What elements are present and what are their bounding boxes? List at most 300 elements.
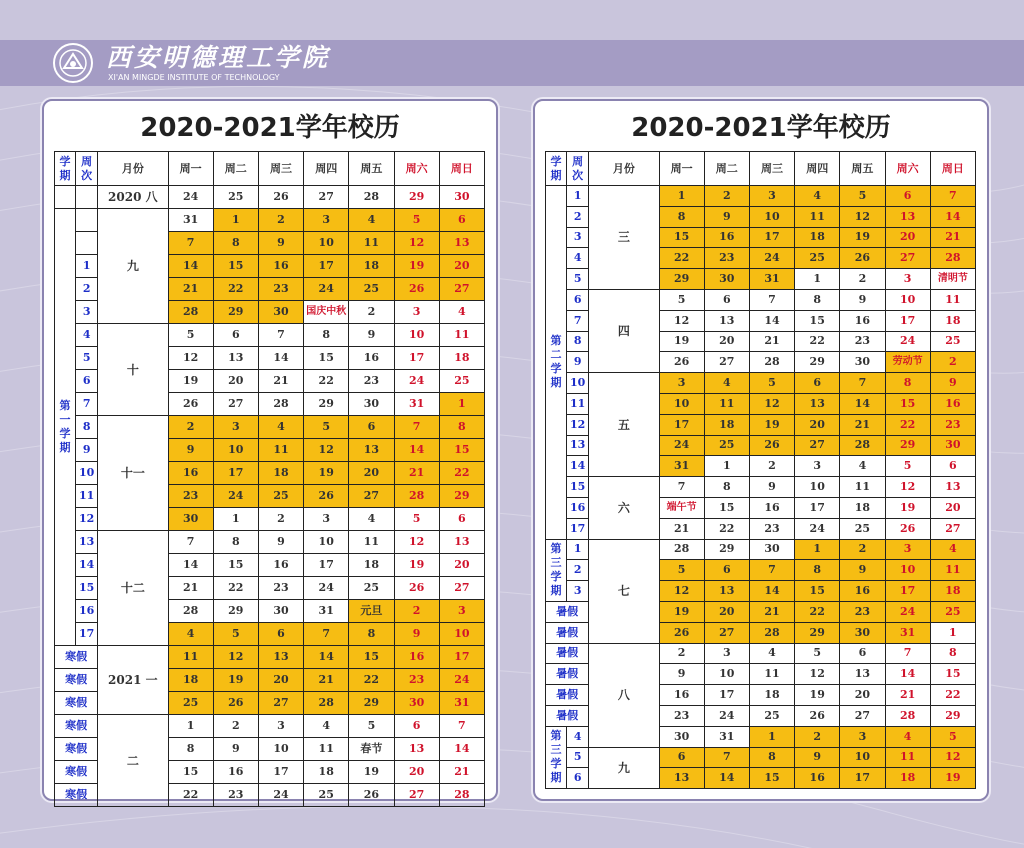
semester-label bbox=[546, 726, 567, 788]
day-cell: 25 bbox=[439, 370, 484, 393]
day-cell: 6 bbox=[704, 560, 749, 581]
day-cell: 17 bbox=[885, 310, 930, 331]
day-cell: 15 bbox=[213, 255, 258, 278]
day-cell: 5 bbox=[394, 209, 439, 232]
day-cell: 23 bbox=[840, 331, 885, 352]
day-cell: 11 bbox=[840, 477, 885, 498]
day-cell: 27 bbox=[704, 352, 749, 373]
day-cell: 6 bbox=[659, 747, 704, 768]
day-cell: 30 bbox=[704, 269, 749, 290]
day-cell: 21 bbox=[749, 601, 794, 622]
day-cell: 26 bbox=[659, 622, 704, 643]
day-cell: 27 bbox=[349, 485, 394, 508]
day-cell: 15 bbox=[304, 347, 349, 370]
day-cell: 10 bbox=[885, 560, 930, 581]
day-cell: 18 bbox=[304, 761, 349, 784]
week-number: 寒假 bbox=[55, 646, 98, 669]
week-number: 寒假 bbox=[55, 669, 98, 692]
day-cell: 10 bbox=[304, 232, 349, 255]
day-cell: 22 bbox=[795, 601, 840, 622]
day-cell: 11 bbox=[749, 664, 794, 685]
day-cell: 10 bbox=[258, 738, 303, 761]
day-cell: 20 bbox=[349, 462, 394, 485]
calendar-card-right bbox=[533, 99, 989, 801]
day-cell: 4 bbox=[349, 209, 394, 232]
day-cell: 28 bbox=[930, 248, 975, 269]
day-cell: 28 bbox=[749, 622, 794, 643]
day-cell: 15 bbox=[349, 646, 394, 669]
day-cell: 9 bbox=[840, 560, 885, 581]
day-cell: 8 bbox=[659, 206, 704, 227]
day-cell: 20 bbox=[439, 554, 484, 577]
day-cell: 30 bbox=[749, 539, 794, 560]
day-cell: 16 bbox=[394, 646, 439, 669]
semester-header bbox=[546, 152, 567, 186]
semester-label-text: 第三学期 bbox=[550, 542, 562, 598]
day-cell: 7 bbox=[168, 232, 213, 255]
week-number: 8 bbox=[76, 416, 98, 439]
semester-cell-empty bbox=[55, 186, 76, 209]
day-cell: 4 bbox=[885, 726, 930, 747]
day-cell: 4 bbox=[439, 301, 484, 324]
week-header-label: 周次 bbox=[572, 154, 584, 182]
day-cell: 17 bbox=[659, 414, 704, 435]
week-number: 2 bbox=[76, 278, 98, 301]
day-cell: 15 bbox=[704, 497, 749, 518]
day-cell: 28 bbox=[258, 393, 303, 416]
day-cell: 14 bbox=[749, 581, 794, 602]
day-cell: 21 bbox=[168, 577, 213, 600]
week-number: 4 bbox=[567, 726, 589, 747]
day-cell: 16 bbox=[349, 347, 394, 370]
week-number: 12 bbox=[76, 508, 98, 531]
day-cell: 20 bbox=[930, 497, 975, 518]
day-cell: 10 bbox=[749, 206, 794, 227]
month-label: 九 bbox=[98, 209, 168, 324]
calendar-row bbox=[546, 186, 976, 207]
day-cell: 17 bbox=[795, 497, 840, 518]
semester-label bbox=[546, 539, 567, 601]
day-cell: 9 bbox=[930, 373, 975, 394]
day-cell: 23 bbox=[704, 248, 749, 269]
week-number: 16 bbox=[76, 600, 98, 623]
day-cell: 26 bbox=[304, 485, 349, 508]
day-cell: 26 bbox=[168, 393, 213, 416]
day-cell: 2 bbox=[258, 209, 303, 232]
week-number: 5 bbox=[567, 747, 589, 768]
day-cell: 5 bbox=[840, 186, 885, 207]
day-cell: 29 bbox=[885, 435, 930, 456]
day-cell: 7 bbox=[749, 560, 794, 581]
day-cell: 4 bbox=[840, 456, 885, 477]
day-cell: 24 bbox=[795, 518, 840, 539]
day-cell: 9 bbox=[258, 232, 303, 255]
weekday-header: 周六 bbox=[394, 152, 439, 186]
day-cell: 31 bbox=[394, 393, 439, 416]
day-cell: 31 bbox=[168, 209, 213, 232]
day-cell: 清明节 bbox=[930, 269, 975, 290]
day-cell: 12 bbox=[394, 232, 439, 255]
day-cell: 11 bbox=[885, 747, 930, 768]
day-cell: 26 bbox=[795, 705, 840, 726]
day-cell: 18 bbox=[930, 581, 975, 602]
day-cell: 8 bbox=[795, 289, 840, 310]
calendar-row bbox=[546, 477, 976, 498]
day-cell: 19 bbox=[168, 370, 213, 393]
day-cell: 31 bbox=[885, 622, 930, 643]
day-cell: 26 bbox=[885, 518, 930, 539]
day-cell: 16 bbox=[258, 554, 303, 577]
day-cell: 21 bbox=[749, 331, 794, 352]
day-cell: 20 bbox=[704, 331, 749, 352]
day-cell: 23 bbox=[213, 784, 258, 807]
week-number: 暑假 bbox=[546, 622, 589, 643]
day-cell: 23 bbox=[258, 577, 303, 600]
day-cell: 10 bbox=[304, 531, 349, 554]
day-cell: 25 bbox=[304, 784, 349, 807]
day-cell: 5 bbox=[213, 623, 258, 646]
day-cell: 11 bbox=[795, 206, 840, 227]
week-number: 暑假 bbox=[546, 601, 589, 622]
day-cell: 25 bbox=[840, 518, 885, 539]
day-cell: 29 bbox=[795, 622, 840, 643]
day-cell: 26 bbox=[349, 784, 394, 807]
day-cell: 29 bbox=[304, 393, 349, 416]
day-cell: 18 bbox=[439, 347, 484, 370]
weekday-header: 周四 bbox=[795, 152, 840, 186]
day-cell: 1 bbox=[795, 539, 840, 560]
day-cell: 1 bbox=[213, 508, 258, 531]
weekday-header: 周六 bbox=[885, 152, 930, 186]
day-cell: 28 bbox=[168, 600, 213, 623]
day-cell: 30 bbox=[659, 726, 704, 747]
calendar-row bbox=[55, 646, 485, 669]
calendar-row bbox=[55, 531, 485, 554]
day-cell: 15 bbox=[168, 761, 213, 784]
day-cell: 14 bbox=[885, 664, 930, 685]
day-cell: 29 bbox=[930, 705, 975, 726]
week-number: 12 bbox=[567, 414, 589, 435]
week-number: 9 bbox=[567, 352, 589, 373]
day-cell: 25 bbox=[349, 577, 394, 600]
calendar-title: 2020-2021学年校历 bbox=[140, 113, 400, 143]
calendar-title: 2020-2021学年校历 bbox=[631, 113, 891, 143]
day-cell: 11 bbox=[930, 289, 975, 310]
day-cell: 18 bbox=[795, 227, 840, 248]
week-number: 7 bbox=[567, 310, 589, 331]
day-cell: 5 bbox=[930, 726, 975, 747]
day-cell: 6 bbox=[349, 416, 394, 439]
day-cell: 8 bbox=[795, 560, 840, 581]
day-cell: 9 bbox=[840, 289, 885, 310]
day-cell: 13 bbox=[840, 664, 885, 685]
day-cell: 17 bbox=[749, 227, 794, 248]
day-cell: 20 bbox=[840, 685, 885, 706]
day-cell: 8 bbox=[349, 623, 394, 646]
calendar-table-left bbox=[54, 151, 485, 807]
day-cell: 14 bbox=[704, 768, 749, 789]
week-number: 1 bbox=[567, 186, 589, 207]
day-cell: 19 bbox=[394, 554, 439, 577]
day-cell: 10 bbox=[659, 393, 704, 414]
school-logo-icon bbox=[52, 42, 94, 84]
week-number: 3 bbox=[567, 581, 589, 602]
school-name-english: XI'AN MINGDE INSTITUTE OF TECHNOLOGY bbox=[108, 73, 280, 82]
day-cell: 13 bbox=[394, 738, 439, 761]
day-cell: 17 bbox=[258, 761, 303, 784]
week-number: 9 bbox=[76, 439, 98, 462]
day-cell: 21 bbox=[258, 370, 303, 393]
day-cell: 30 bbox=[394, 692, 439, 715]
calendar-row bbox=[55, 324, 485, 347]
day-cell: 10 bbox=[840, 747, 885, 768]
day-cell: 10 bbox=[795, 477, 840, 498]
day-cell: 25 bbox=[930, 331, 975, 352]
week-number: 11 bbox=[567, 393, 589, 414]
day-cell: 4 bbox=[258, 416, 303, 439]
day-cell: 28 bbox=[885, 705, 930, 726]
day-cell: 27 bbox=[704, 622, 749, 643]
day-cell: 30 bbox=[840, 352, 885, 373]
day-cell: 10 bbox=[885, 289, 930, 310]
day-cell: 15 bbox=[930, 664, 975, 685]
day-cell: 11 bbox=[704, 393, 749, 414]
day-cell: 19 bbox=[885, 497, 930, 518]
calendar-row bbox=[55, 416, 485, 439]
semester-label-text: 第一学期 bbox=[59, 399, 71, 454]
day-cell: 28 bbox=[349, 186, 394, 209]
day-cell: 18 bbox=[749, 685, 794, 706]
semester-header-label: 学期 bbox=[550, 154, 562, 182]
week-number: 11 bbox=[76, 485, 98, 508]
day-cell: 3 bbox=[885, 539, 930, 560]
day-cell: 20 bbox=[258, 669, 303, 692]
day-cell: 9 bbox=[349, 324, 394, 347]
week-number: 2 bbox=[567, 560, 589, 581]
day-cell: 13 bbox=[258, 646, 303, 669]
month-label: 五 bbox=[589, 373, 659, 477]
day-cell: 5 bbox=[885, 456, 930, 477]
day-cell: 14 bbox=[258, 347, 303, 370]
day-cell: 18 bbox=[840, 497, 885, 518]
week-number bbox=[76, 232, 98, 255]
day-cell: 22 bbox=[213, 278, 258, 301]
day-cell: 17 bbox=[885, 581, 930, 602]
day-cell: 13 bbox=[439, 232, 484, 255]
day-cell: 16 bbox=[795, 768, 840, 789]
day-cell: 28 bbox=[749, 352, 794, 373]
day-cell: 24 bbox=[749, 248, 794, 269]
day-cell: 5 bbox=[659, 560, 704, 581]
month-label: 六 bbox=[589, 477, 659, 539]
day-cell: 20 bbox=[394, 761, 439, 784]
week-number: 6 bbox=[567, 289, 589, 310]
day-cell: 19 bbox=[659, 331, 704, 352]
day-cell: 19 bbox=[659, 601, 704, 622]
day-cell: 29 bbox=[795, 352, 840, 373]
day-cell: 3 bbox=[704, 643, 749, 664]
day-cell: 13 bbox=[704, 310, 749, 331]
day-cell: 27 bbox=[304, 186, 349, 209]
day-cell: 22 bbox=[349, 669, 394, 692]
weekday-header: 周四 bbox=[304, 152, 349, 186]
day-cell: 26 bbox=[840, 248, 885, 269]
day-cell: 28 bbox=[394, 485, 439, 508]
day-cell: 26 bbox=[394, 278, 439, 301]
day-cell: 3 bbox=[304, 508, 349, 531]
day-cell: 3 bbox=[394, 301, 439, 324]
day-cell: 16 bbox=[659, 685, 704, 706]
day-cell: 27 bbox=[439, 278, 484, 301]
day-cell: 7 bbox=[258, 324, 303, 347]
day-cell: 3 bbox=[304, 209, 349, 232]
day-cell: 9 bbox=[168, 439, 213, 462]
day-cell: 28 bbox=[659, 539, 704, 560]
weekday-header: 周二 bbox=[213, 152, 258, 186]
day-cell: 27 bbox=[795, 435, 840, 456]
day-cell: 14 bbox=[304, 646, 349, 669]
day-cell: 11 bbox=[304, 738, 349, 761]
day-cell: 国庆中秋 bbox=[304, 301, 349, 324]
day-cell: 16 bbox=[930, 393, 975, 414]
month-label: 七 bbox=[589, 539, 659, 643]
day-cell: 9 bbox=[394, 623, 439, 646]
day-cell: 16 bbox=[840, 310, 885, 331]
day-cell: 6 bbox=[213, 324, 258, 347]
day-cell: 9 bbox=[258, 531, 303, 554]
semester-label-text: 第二学期 bbox=[550, 334, 562, 390]
day-cell: 18 bbox=[349, 255, 394, 278]
day-cell: 15 bbox=[749, 768, 794, 789]
day-cell: 5 bbox=[394, 508, 439, 531]
day-cell: 21 bbox=[885, 685, 930, 706]
week-number: 10 bbox=[76, 462, 98, 485]
day-cell: 12 bbox=[659, 310, 704, 331]
day-cell: 29 bbox=[213, 301, 258, 324]
day-cell: 7 bbox=[704, 747, 749, 768]
day-cell: 27 bbox=[213, 393, 258, 416]
day-cell: 16 bbox=[749, 497, 794, 518]
day-cell: 25 bbox=[795, 248, 840, 269]
week-number: 14 bbox=[567, 456, 589, 477]
day-cell: 29 bbox=[439, 485, 484, 508]
weekday-header: 周三 bbox=[258, 152, 303, 186]
day-cell: 12 bbox=[394, 531, 439, 554]
day-cell: 3 bbox=[840, 726, 885, 747]
day-cell: 20 bbox=[704, 601, 749, 622]
day-cell: 31 bbox=[304, 600, 349, 623]
day-cell: 18 bbox=[704, 414, 749, 435]
day-cell: 18 bbox=[349, 554, 394, 577]
day-cell: 19 bbox=[213, 669, 258, 692]
day-cell: 13 bbox=[795, 393, 840, 414]
day-cell: 20 bbox=[795, 414, 840, 435]
day-cell: 6 bbox=[930, 456, 975, 477]
week-number: 寒假 bbox=[55, 738, 98, 761]
day-cell: 1 bbox=[439, 393, 484, 416]
day-cell: 15 bbox=[795, 310, 840, 331]
day-cell: 12 bbox=[749, 393, 794, 414]
day-cell: 11 bbox=[349, 531, 394, 554]
day-cell: 8 bbox=[213, 531, 258, 554]
day-cell: 劳动节 bbox=[885, 352, 930, 373]
day-cell: 31 bbox=[439, 692, 484, 715]
week-number bbox=[76, 209, 98, 232]
day-cell: 10 bbox=[394, 324, 439, 347]
week-number: 13 bbox=[76, 531, 98, 554]
week-number: 寒假 bbox=[55, 692, 98, 715]
day-cell: 29 bbox=[704, 539, 749, 560]
day-cell: 5 bbox=[659, 289, 704, 310]
day-cell: 21 bbox=[304, 669, 349, 692]
day-cell: 12 bbox=[840, 206, 885, 227]
day-cell: 11 bbox=[930, 560, 975, 581]
day-cell: 28 bbox=[304, 692, 349, 715]
day-cell: 6 bbox=[704, 289, 749, 310]
day-cell: 2 bbox=[840, 269, 885, 290]
day-cell: 29 bbox=[349, 692, 394, 715]
day-cell: 24 bbox=[439, 669, 484, 692]
day-cell: 3 bbox=[749, 186, 794, 207]
day-cell: 20 bbox=[885, 227, 930, 248]
day-cell: 2 bbox=[930, 352, 975, 373]
day-cell: 27 bbox=[439, 577, 484, 600]
day-cell: 21 bbox=[394, 462, 439, 485]
day-cell: 30 bbox=[349, 393, 394, 416]
day-cell: 3 bbox=[258, 715, 303, 738]
day-cell: 23 bbox=[394, 669, 439, 692]
day-cell: 30 bbox=[930, 435, 975, 456]
day-cell: 29 bbox=[213, 600, 258, 623]
day-cell: 3 bbox=[659, 373, 704, 394]
day-cell: 14 bbox=[439, 738, 484, 761]
week-number: 1 bbox=[567, 539, 589, 560]
day-cell: 19 bbox=[840, 227, 885, 248]
day-cell: 21 bbox=[840, 414, 885, 435]
week-number: 1 bbox=[76, 255, 98, 278]
month-label: 2020 八 bbox=[98, 186, 168, 209]
week-number: 6 bbox=[76, 370, 98, 393]
day-cell: 元旦 bbox=[349, 600, 394, 623]
day-cell: 10 bbox=[213, 439, 258, 462]
day-cell: 15 bbox=[439, 439, 484, 462]
month-header: 月份 bbox=[98, 152, 168, 186]
day-cell: 8 bbox=[930, 643, 975, 664]
month-label: 三 bbox=[589, 186, 659, 290]
day-cell: 22 bbox=[930, 685, 975, 706]
day-cell: 26 bbox=[258, 186, 303, 209]
weekday-header: 周一 bbox=[659, 152, 704, 186]
day-cell: 23 bbox=[749, 518, 794, 539]
day-cell: 12 bbox=[930, 747, 975, 768]
day-cell: 24 bbox=[304, 278, 349, 301]
day-cell: 21 bbox=[439, 761, 484, 784]
calendar-row bbox=[546, 289, 976, 310]
day-cell: 1 bbox=[930, 622, 975, 643]
day-cell: 25 bbox=[930, 601, 975, 622]
day-cell: 18 bbox=[168, 669, 213, 692]
day-cell: 12 bbox=[659, 581, 704, 602]
week-header bbox=[76, 152, 98, 186]
day-cell: 24 bbox=[659, 435, 704, 456]
week-number: 15 bbox=[76, 577, 98, 600]
day-cell: 17 bbox=[213, 462, 258, 485]
day-cell: 1 bbox=[749, 726, 794, 747]
calendar-card-left bbox=[42, 99, 498, 801]
week-number: 4 bbox=[76, 324, 98, 347]
day-cell: 24 bbox=[394, 370, 439, 393]
day-cell: 14 bbox=[749, 310, 794, 331]
